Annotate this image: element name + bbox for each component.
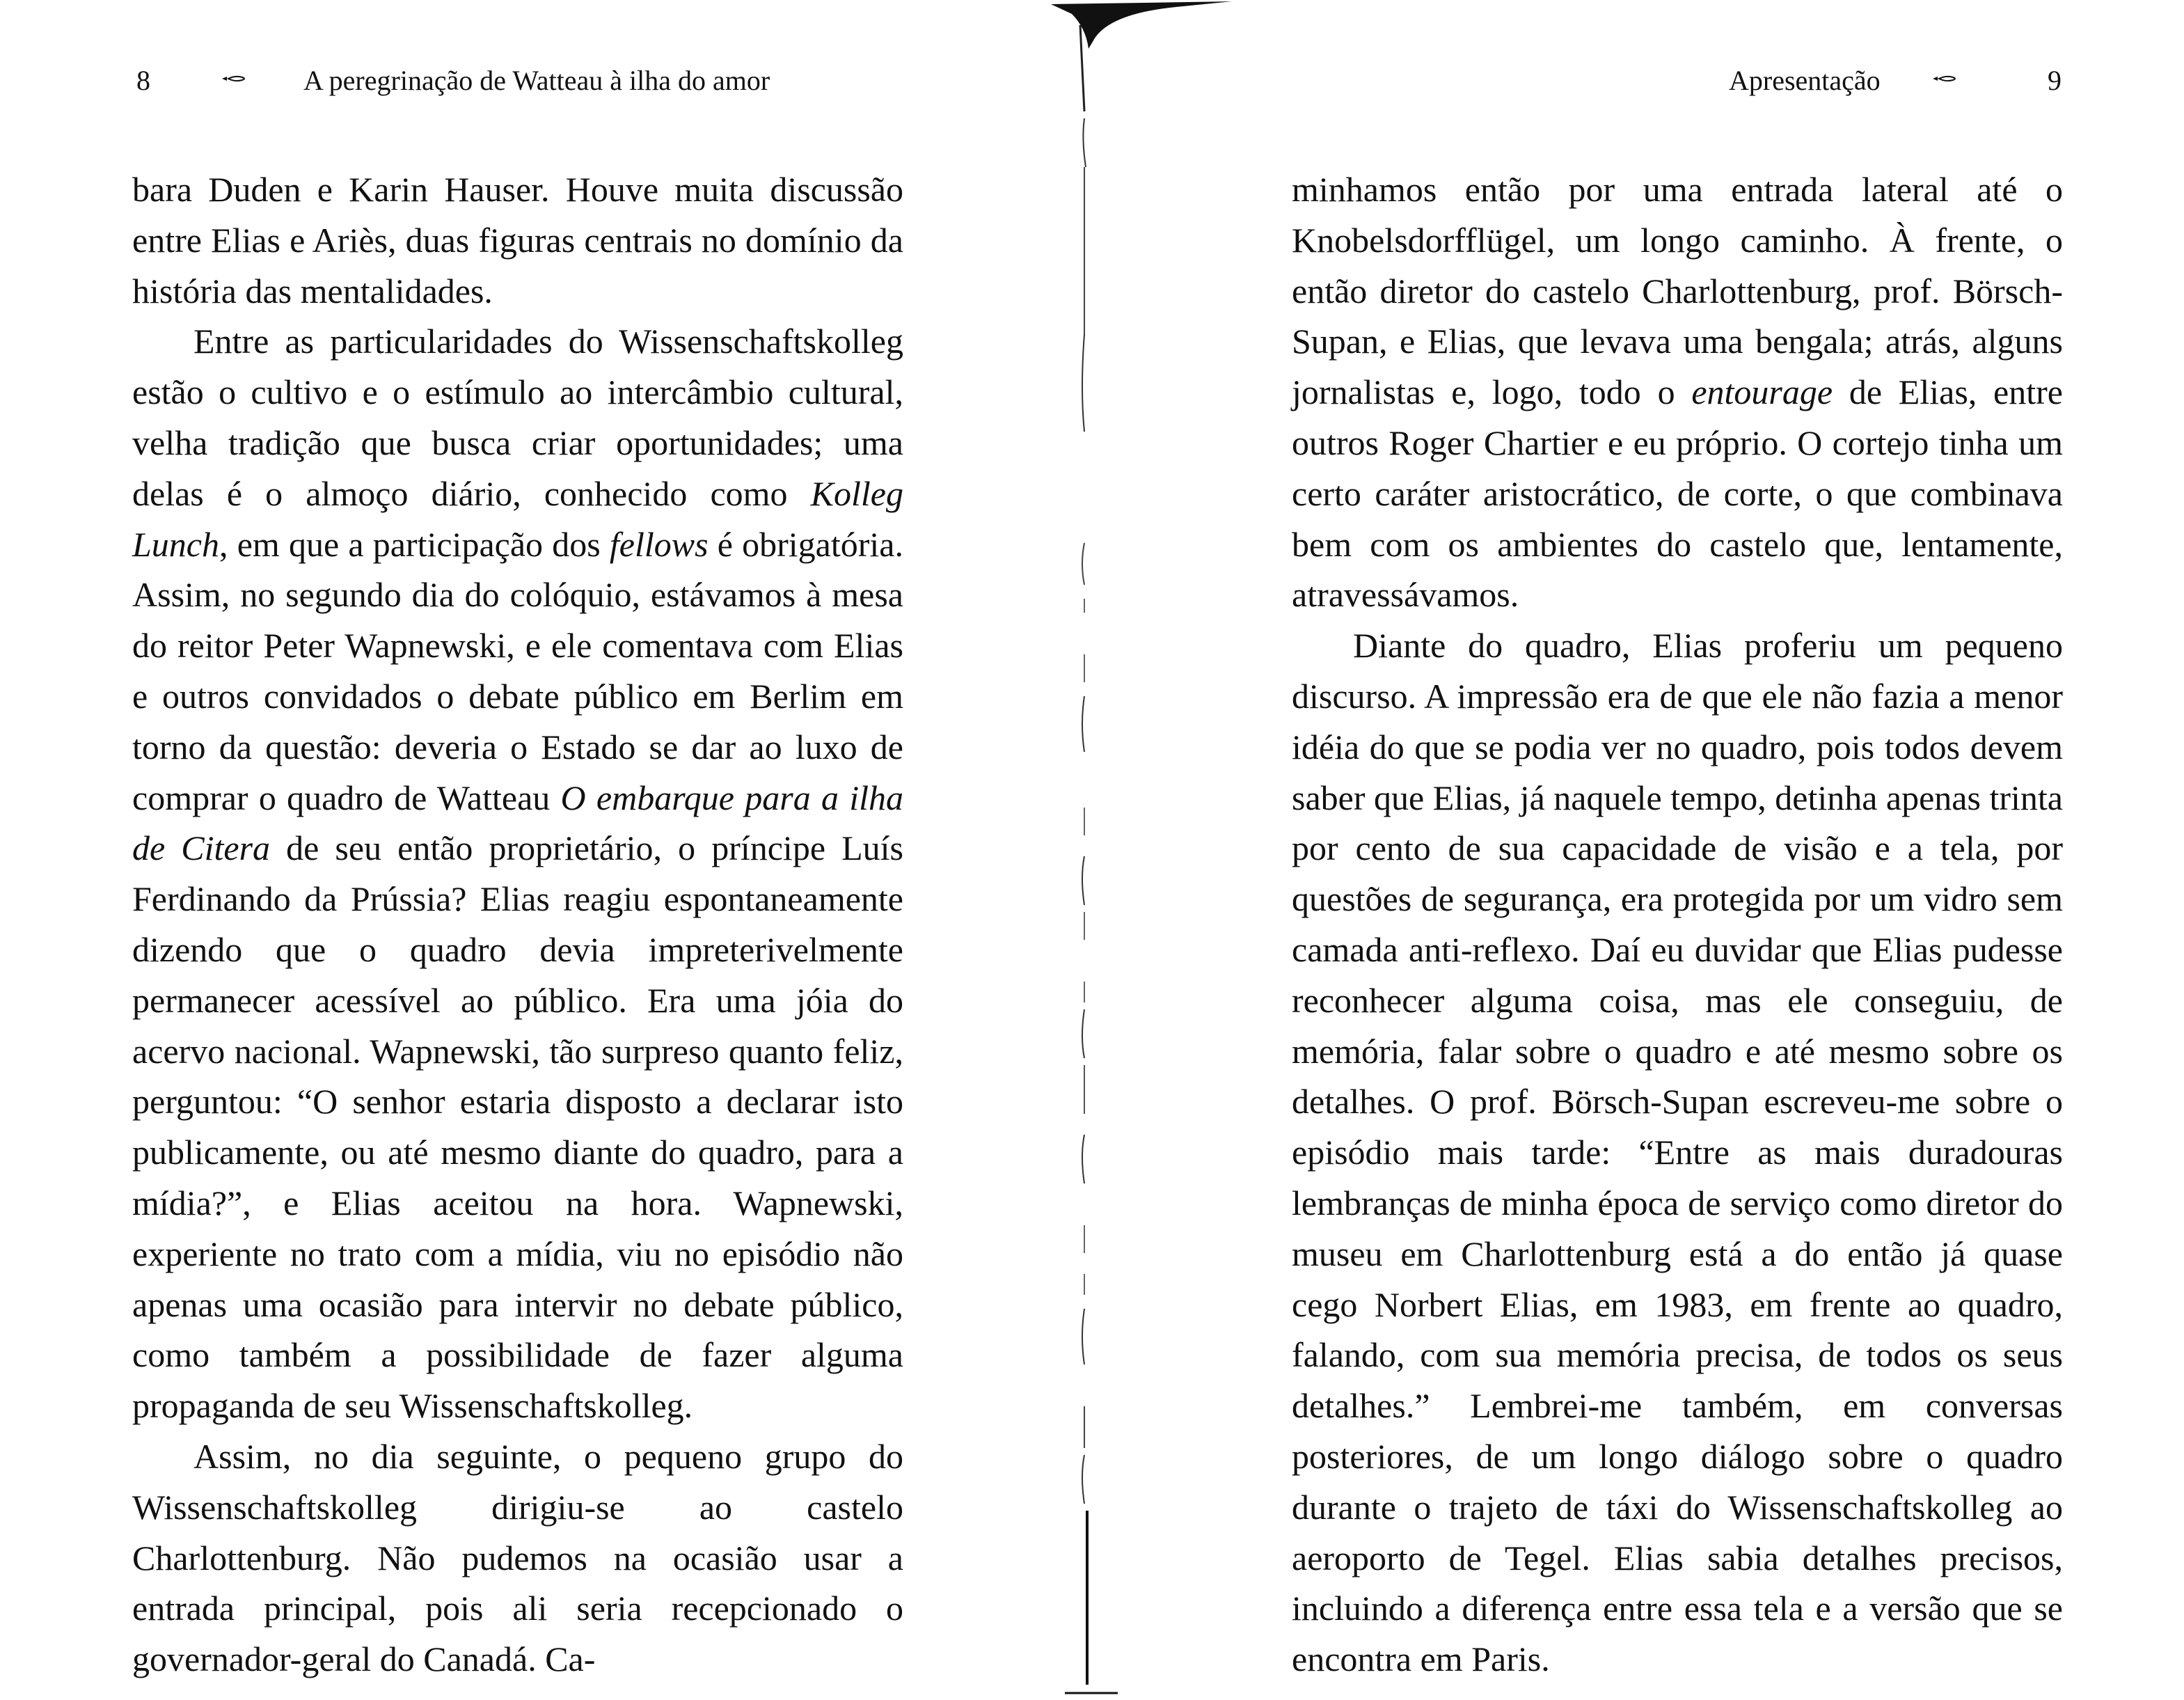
left-paragraph xyxy=(132,164,903,316)
text-run: de seu então proprietário, o príncipe Luís Ferdinando da Prússia? Elias reagiu espontaneamente dizendo que o quadro devia impreterivelmente permanecer acessível ao público. Era uma jóia do acervo nacional. Wapnewski, tão surpreso quanto feliz, perguntou: “O senhor estaria disposto a declarar isto publicamente, ou até mesmo diante do quadro, para a mídia?”, e Elias aceitou na hora. Wapnewski, experiente no trato com a mídia, viu no episódio não apenas uma ocasião para intervir no debate público, como também a possibilidade de fazer alguma propaganda de seu Wissenschaftskolleg. xyxy=(132,828,903,1426)
arrow-ornament-icon xyxy=(1932,75,1959,82)
left-paragraph xyxy=(132,1431,903,1685)
italic-title: entourage xyxy=(1691,372,1833,412)
italic-title: fellows xyxy=(609,524,709,564)
arrow-ornament-icon xyxy=(221,75,248,82)
left-paragraph xyxy=(132,316,903,1431)
right-page-number: 9 xyxy=(2048,65,2062,96)
text-run: de Elias, entre outros Roger Chartier e eu próprio. O cortejo tinha um certo caráter aristocrático, de corte, o que combinava bem com os ambientes do castelo que, lentamente, atravessávamos. xyxy=(1292,372,2063,615)
text-run: Entre as particularidades do Wissenschaftskolleg estão o cultivo e o estímulo ao intercâmbio cultural, velha tradição que busca criar oportunidades; uma delas é o almoço diário, conhecido como xyxy=(132,322,903,513)
text-run: , em que a participação dos xyxy=(219,524,610,564)
text-run: Diante do quadro, Elias proferiu um pequeno discurso. A impressão era de que ele não fazia a menor idéia do que se podia ver no quadro, pois todos devem saber que Elias, já naquele tempo, detinha apenas trinta por cento de sua capacidade de visão e a tela, por questões de segurança, era protegida por um vidro sem camada anti-reflexo. Daí eu duvidar que Elias pudesse reconhecer alguma coisa, mas ele conseguiu, de memória, falar sobre o quadro e até mesmo sobre os detalhes. O prof. Börsch-Supan escreveu-me sobre o episódio mais tarde: “Entre as mais duradouras lembranças de minha época de serviço como diretor do museu em Charlottenburg está a do então já quase cego Norbert Elias, em 1983, em frente ao quadro, falando, com sua memória precisa, de todos os seus detalhes.” Lembrei-me também, em conversas posteriores, de um longo diálogo sobre o quadro durante o trajeto de táxi do Wissenschaftskolleg ao aeroporto de Tegel. Elias sabia detalhes precisos, incluindo a diferença entre essa tela e a versão que se encontra em Paris. xyxy=(1292,626,2063,1679)
text-run: bara Duden e Karin Hauser. Houve muita discussão entre Elias e Ariès, duas figuras centrais no domínio da história das mentalidades. xyxy=(132,170,903,310)
right-running-head: Apresentação xyxy=(1729,65,1881,96)
italic-title: O embarque para a ilha de Citera xyxy=(132,778,903,868)
left-running-head: A peregrinação de Watteau à ilha do amor xyxy=(303,65,770,96)
text-run: é obrigatória. Assim, no segundo dia do colóquio, estávamos à mesa do reitor Peter Wapnewski, e ele comentava com Elias e outros convidados o debate público em Berlim em torno da questão: deveria o Estado se dar ao luxo de comprar o quadro de Watteau xyxy=(132,524,903,817)
left-body-text xyxy=(132,164,903,1685)
italic-title: Kolleg Lunch xyxy=(132,473,903,564)
right-body-text xyxy=(1292,164,2063,1685)
text-run: Assim, no dia seguinte, o pequeno grupo do Wissenschaftskolleg dirigiu-se ao castelo Charlottenburg. Não pudemos na ocasião usar a entrada principal, pois ali seria recepcionado o governador-geral do Canadá. Ca- xyxy=(132,1436,903,1679)
right-paragraph xyxy=(1292,620,2063,1685)
left-page-number: 8 xyxy=(136,65,150,96)
book-gutter xyxy=(1044,0,1253,1700)
right-paragraph xyxy=(1292,164,2063,620)
text-run: minhamos então por uma entrada lateral até o Knobelsdorfflügel, um longo caminho. À frente, o então diretor do castelo Charlottenburg, prof. Börsch-Supan, e Elias, que levava uma bengala; atrás, alguns jornalistas e, logo, todo o xyxy=(1292,170,2063,412)
